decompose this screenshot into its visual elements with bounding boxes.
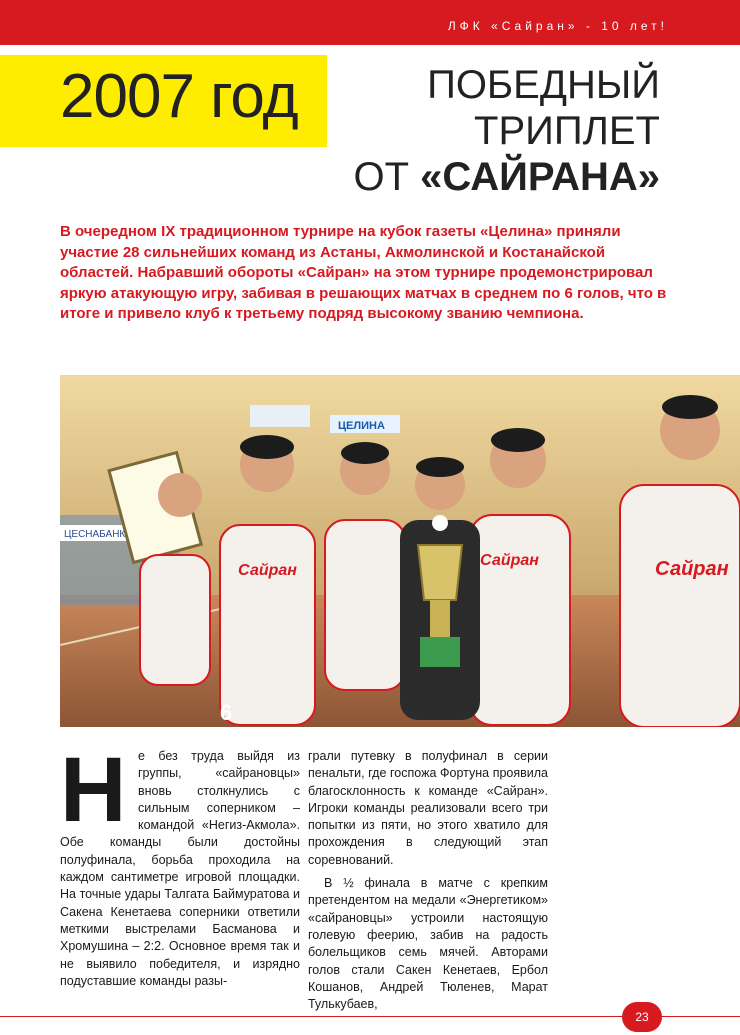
column-2-paragraph-1: грали путевку в полуфинал в серии пенальти, где госпожа Фортуна проявила благосклонность к команде «Сайран». Игроки команды реализовали всего три попытки из пяти, но этого хватило для прохождения в следующий этап соревнований.: [308, 749, 548, 867]
drop-cap: Н: [60, 739, 127, 841]
photo-banner-bank: ЦЕСНАБАНК: [64, 529, 126, 540]
photo-jersey-1: Сайран: [238, 562, 297, 579]
headline-line-1: ПОБЕДНЫЙ: [427, 63, 660, 107]
year-box: [0, 55, 327, 147]
year-title: 2007 год: [60, 62, 298, 131]
top-banner: [0, 0, 740, 45]
article-column-2: [308, 748, 548, 1019]
headline-line-2: ТРИПЛЕТ: [474, 109, 660, 153]
photo-banner-tselina: ЦЕЛИНА: [338, 420, 385, 432]
article-column-1: [60, 739, 300, 990]
column-1-text: е без труда выйдя из группы, «сайрановцы» вновь столкнулись с сильным соперником – командой «Негиз-Акмола». Обе команды были достойны полуфинала, борьба проходила на каждом сантиметре игровой площадки. На точные удары Талгата Баймуратова и Сакена Кенетаева соперники ответили меткими выстрелами Басманова и Хромушина – 2:2. Основное время так и не выявило победителя, и изрядно подуставшие команды разы-: [60, 749, 300, 988]
column-2-paragraph-2: В ½ финала в матче с крепким претендентом на медали «Энергетиком» «сайрановцы» устроили настоящую голевую феерию, забив на радость болельщиков семь мячей. Авторами голов стали Сакен Кенетаев, Ербол Кошанов, Андрей Тюленев, Марат Тулькубаев,: [308, 876, 548, 1012]
headline-prefix: ОТ: [353, 155, 410, 199]
page-number: 23: [622, 1002, 662, 1032]
team-celebration-photo: [60, 375, 740, 727]
header-tag: ЛФК «Сайран» - 10 лет!: [447, 19, 668, 33]
lead-paragraph: В очередном IX традиционном турнире на кубок газеты «Целина» приняли участие 28 сильнейших команд из Астаны, Акмолинской и Костанайской областей. Набравший обороты «Сайран» на этом турнире продемонстрировал яркую атакующую игру, забивая в решающих матчах в среднем по 6 голов, что в итоге и привело клуб к третьему подряд высокому званию чемпиона.: [60, 223, 667, 322]
headline-line-3: [353, 154, 660, 200]
photo-jersey-2: Сайран: [480, 552, 539, 569]
photo-shorts-number: 6: [220, 700, 233, 725]
headline-team-name: «САЙРАНА»: [420, 155, 660, 199]
photo-jersey-3: Сайран: [655, 558, 729, 580]
article-headline: [353, 62, 660, 200]
